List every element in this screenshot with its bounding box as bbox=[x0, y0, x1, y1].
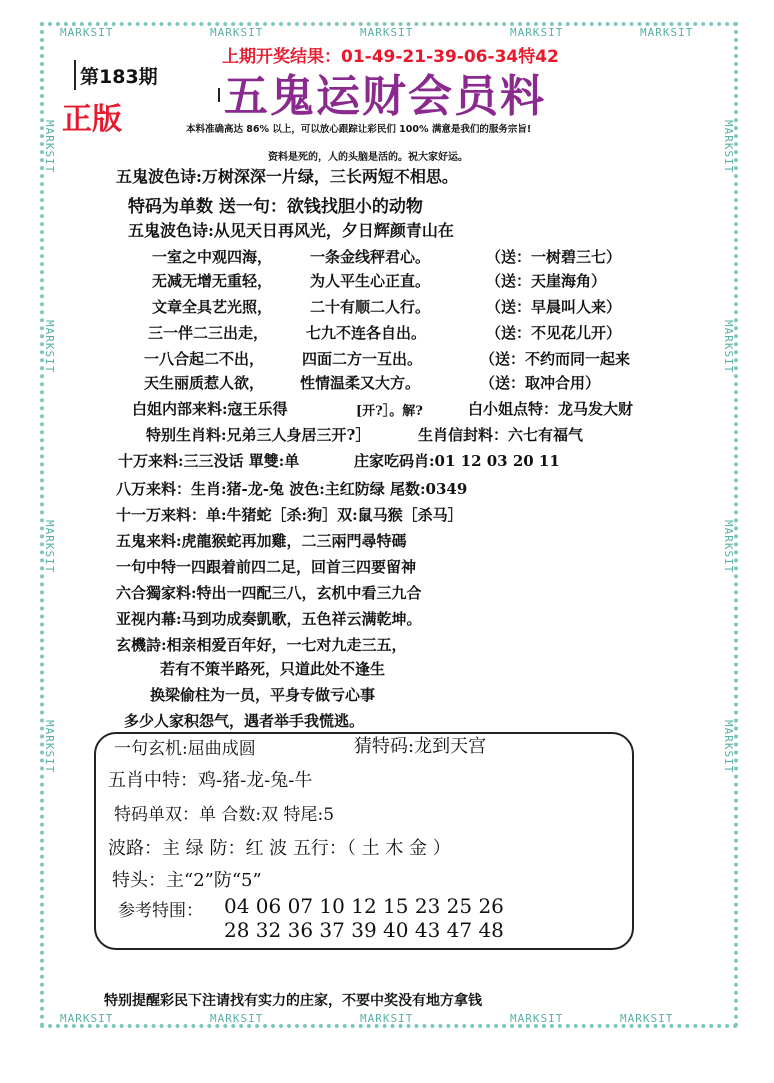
poem-c: （送：不约而同一起来 bbox=[480, 350, 631, 368]
watermark-right-1: MARKSIT bbox=[722, 120, 735, 174]
footer-note: 特别提醒彩民下注请找有实力的庄家，不要中奖没有地方拿钱 bbox=[104, 993, 482, 1009]
intro-line-3: 五鬼波色诗:从见天日再风光，夕日辉颜青山在 bbox=[128, 221, 454, 240]
info-line: 白小姐点特：龙马发大财 bbox=[468, 400, 634, 418]
bolu-line: 波路：主 绿 防：红 波 五行：（ 土 木 金 ） bbox=[108, 838, 451, 859]
cai-line: 猜特码:龙到天宫 bbox=[354, 736, 487, 757]
poem-a: 三一伴二三出走， bbox=[148, 324, 269, 342]
cankao-label: 参考特围： bbox=[118, 901, 203, 921]
info-line: [开?］。解? bbox=[356, 404, 423, 419]
poem-b: 二十有顺二人行。 bbox=[310, 298, 431, 316]
xuanji-line: 一句玄机:屈曲成圆 bbox=[114, 739, 256, 759]
watermark-bottom-4: MARKSIT bbox=[510, 1012, 564, 1025]
cankao-row-2: 28 32 36 37 39 40 43 47 48 bbox=[224, 918, 504, 942]
title-divider bbox=[218, 88, 220, 102]
poem-a: 天生丽质惹人欲， bbox=[144, 374, 265, 392]
poem-b: 为人平生心正直。 bbox=[310, 272, 431, 290]
watermark-bottom-3: MARKSIT bbox=[360, 1012, 414, 1025]
watermark-right-2: MARKSIT bbox=[722, 320, 735, 374]
watermark-left-1: MARKSIT bbox=[43, 120, 56, 174]
info-line: 一句中特一四跟着前四二足，回首三四要留神 bbox=[116, 558, 417, 576]
poem-c: （送：早晨叫人来） bbox=[486, 298, 622, 316]
tagline-2: 资料是死的，人的头脑是活的。祝大家好运。 bbox=[268, 152, 468, 163]
watermark-left-4: MARKSIT bbox=[43, 720, 56, 774]
info-line: 六合獨家料:特出一四配三八，玄机中看三九合 bbox=[116, 584, 422, 602]
poem-c: （送：取冲合用） bbox=[480, 374, 601, 392]
watermark-bottom-2: MARKSIT bbox=[210, 1012, 264, 1025]
info-line: 多少人家积怨气，遇者举手我慌逃。 bbox=[124, 712, 365, 730]
last-result: 上期开奖结果：01-49-21-39-06-34特42 bbox=[222, 47, 559, 67]
poem-b: 性情温柔又大方。 bbox=[300, 374, 421, 392]
issue-divider bbox=[74, 60, 76, 90]
poem-c: （送：不见花儿开） bbox=[486, 324, 622, 342]
tetou-line: 特头：主“2”防“5” bbox=[112, 870, 262, 891]
watermark-top-3: MARKSIT bbox=[360, 26, 414, 39]
info-line: 庄家吃码肖:01 12 03 20 11 bbox=[354, 452, 560, 470]
info-line: 白姐内部来料:寇王乐得 bbox=[132, 400, 288, 418]
poem-a: 一室之中观四海， bbox=[152, 248, 273, 266]
poem-a: 文章全具艺光照， bbox=[152, 298, 273, 316]
info-line: 八万来料：生肖:猪-龙-兔 波色:主红防绿 尾数:0349 bbox=[116, 480, 468, 498]
info-line: 亚视内幕:马到功成奏凱歌，五色祥云满乾坤。 bbox=[116, 610, 422, 628]
wuxiao-line: 五肖中特：鸡-猪-龙-兔-牛 bbox=[108, 770, 313, 791]
watermark-right-3: MARKSIT bbox=[722, 520, 735, 574]
info-line: 五鬼来料:虎龍猴蛇再加雞，二三兩門尋特碼 bbox=[116, 532, 407, 550]
info-line: 特别生肖料:兄弟三人身居三开?］ bbox=[146, 426, 371, 444]
watermark-bottom-5: MARKSIT bbox=[620, 1012, 674, 1025]
danshuang-line: 特码单双：单 合数:双 特尾:5 bbox=[114, 805, 335, 825]
poem-c: （送：一树碧三七） bbox=[486, 248, 622, 266]
poem-b: 四面二方一互出。 bbox=[302, 350, 423, 368]
watermark-top-4: MARKSIT bbox=[510, 26, 564, 39]
intro-line-2: 特码为单数 送一句：欲钱找胆小的动物 bbox=[128, 197, 423, 217]
info-line: 若有不策半路死，只道此处不逢生 bbox=[160, 660, 386, 678]
poem-b: 七九不连各自出。 bbox=[306, 324, 427, 342]
poem-c: （送：天崖海角） bbox=[486, 272, 607, 290]
watermark-bottom-1: MARKSIT bbox=[60, 1012, 114, 1025]
watermark-top-5: MARKSIT bbox=[640, 26, 694, 39]
tagline-1: 本料准确高达 86% 以上，可以放心跟踪让彩民们 100% 满意是我们的服务宗旨! bbox=[186, 124, 532, 135]
watermark-left-3: MARKSIT bbox=[43, 520, 56, 574]
watermark-top-2: MARKSIT bbox=[210, 26, 264, 39]
issue-number: 第183期 bbox=[80, 66, 158, 88]
poem-b: 一条金线秤君心。 bbox=[310, 248, 431, 266]
cankao-row-1: 04 06 07 10 12 15 23 25 26 bbox=[224, 894, 504, 918]
watermark-left-2: MARKSIT bbox=[43, 320, 56, 374]
edition-badge: 正版 bbox=[62, 102, 122, 137]
info-line: 换梁偷柱为一员，平身专做亏心事 bbox=[150, 686, 376, 704]
intro-line-1: 五鬼波色诗:万树深深一片绿，三长两短不相思。 bbox=[116, 167, 458, 186]
info-line: 十万来料:三三没话 單雙:单 bbox=[118, 452, 300, 470]
watermark-right-4: MARKSIT bbox=[722, 720, 735, 774]
info-line: 十一万来料：单:牛猪蛇［杀:狗］双:鼠马猴［杀马］ bbox=[116, 506, 463, 524]
watermark-top-1: MARKSIT bbox=[60, 26, 114, 39]
poem-a: 无减无增无重轻， bbox=[152, 272, 273, 290]
page-title: 五鬼运财会员料 bbox=[224, 71, 546, 122]
info-line: 玄機詩:相亲相爱百年好，一七对九走三五， bbox=[116, 636, 407, 654]
info-line: 生肖信封料：六七有福气 bbox=[418, 426, 584, 444]
poem-a: 一八合起二不出， bbox=[144, 350, 265, 368]
